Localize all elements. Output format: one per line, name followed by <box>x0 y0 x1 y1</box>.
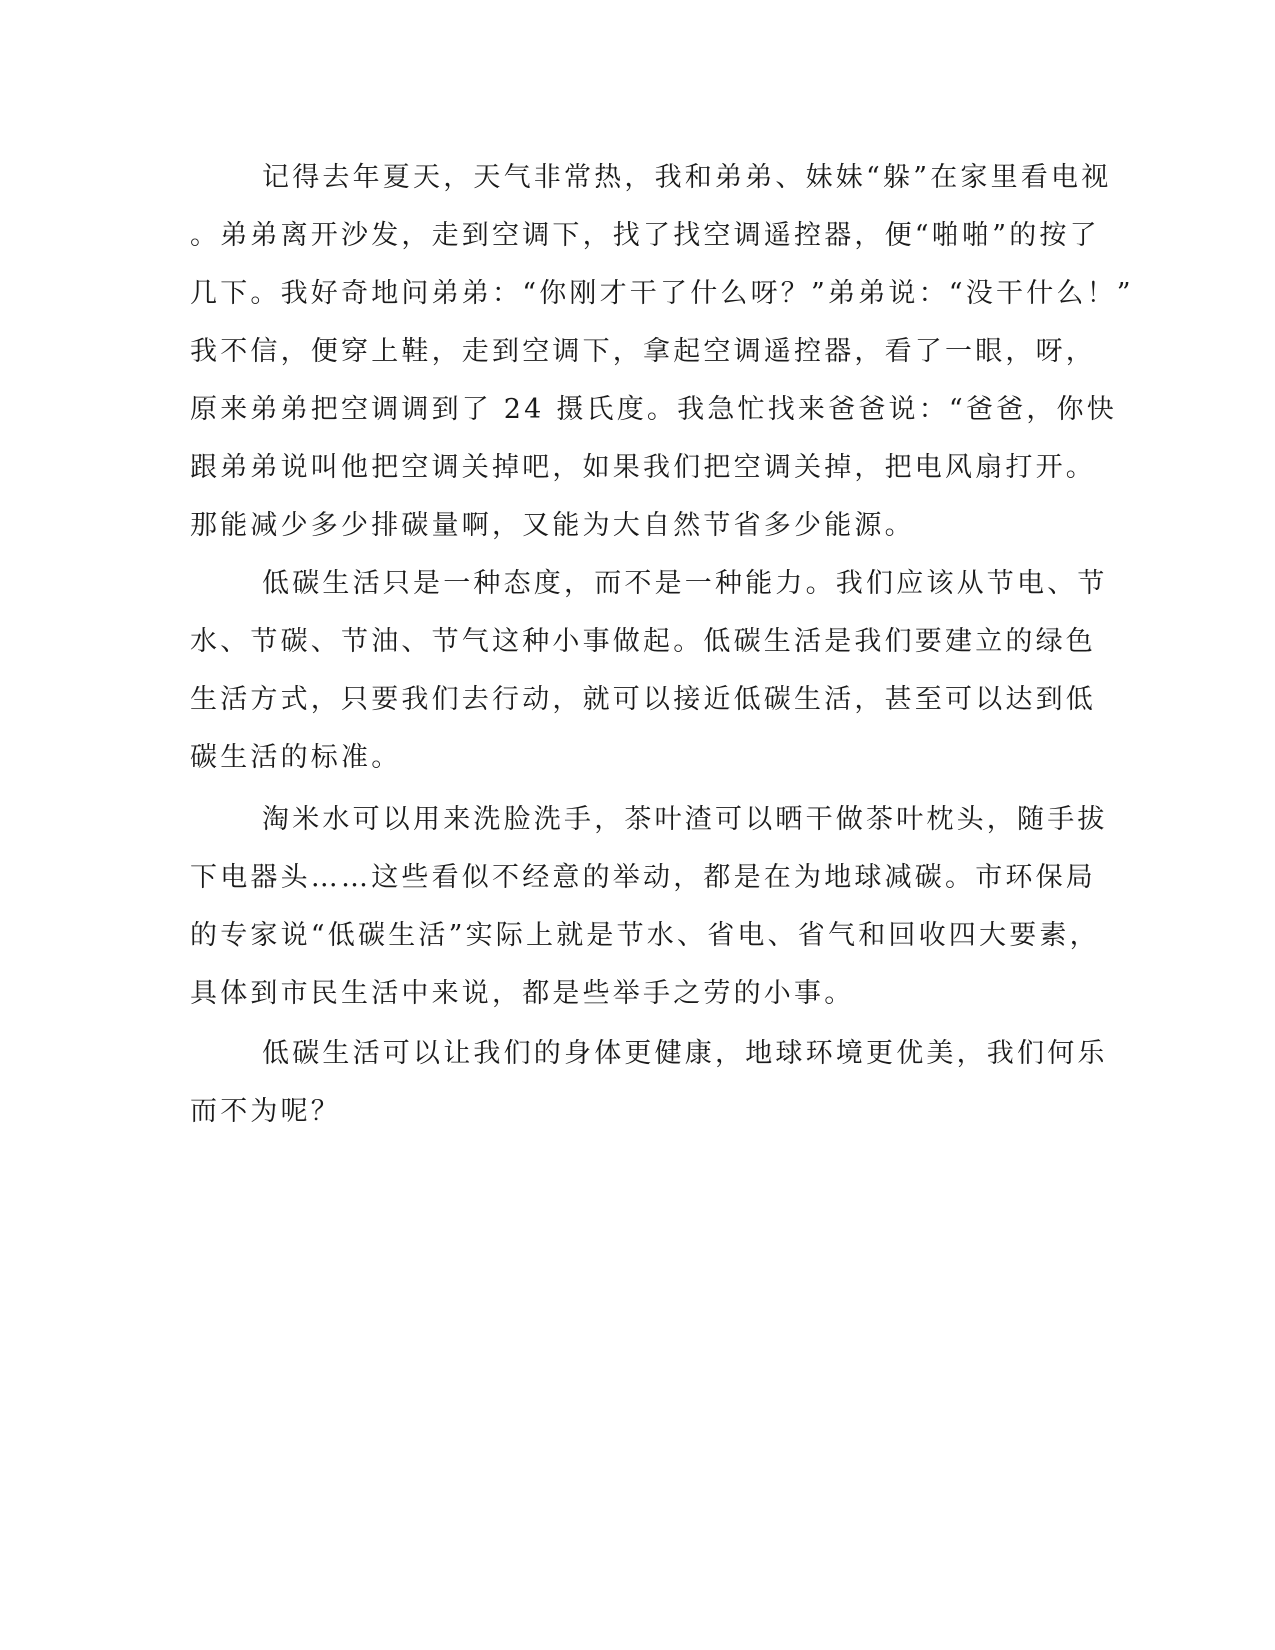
paragraph-2-line-1: 低碳生活只是一种态度，而不是一种能力。我们应该从节电、节 <box>262 568 1108 599</box>
paragraph-3-line-3: 的专家说“低碳生活”实际上就是节水、省电、省气和回收四大要素， <box>190 920 1100 951</box>
paragraph-4-line-1: 低碳生活可以让我们的身体更健康，地球环境更优美，我们何乐 <box>262 1038 1108 1069</box>
paragraph-2-line-3: 生活方式，只要我们去行动，就可以接近低碳生活，甚至可以达到低 <box>190 684 1096 715</box>
paragraph-1-line-7: 那能减少多少排碳量啊，又能为大自然节省多少能源。 <box>190 510 915 541</box>
paragraph-3-line-2: 下电器头……这些看似不经意的举动，都是在为地球减碳。市环保局 <box>190 862 1096 893</box>
paragraph-1-line-2: 。弟弟离开沙发，走到空调下，找了找空调遥控器，便“啪啪”的按了 <box>190 220 1100 251</box>
paragraph-1-line-3: 几下。我好奇地问弟弟：“你刚才干了什么呀？”弟弟说：“没干什么！” <box>190 278 1134 309</box>
paragraph-1-line-5: 原来弟弟把空调调到了 24 摄氏度。我急忙找来爸爸说：“爸爸，你快 <box>190 394 1117 425</box>
paragraph-3-line-4: 具体到市民生活中来说，都是些举手之劳的小事。 <box>190 978 855 1009</box>
paragraph-1-line-1: 记得去年夏天，天气非常热，我和弟弟、妹妹“躲”在家里看电视 <box>262 162 1112 193</box>
paragraph-3-line-1: 淘米水可以用来洗脸洗手，茶叶渣可以晒干做茶叶枕头，随手拔 <box>262 804 1108 835</box>
paragraph-1-line-6: 跟弟弟说叫他把空调关掉吧，如果我们把空调关掉，把电风扇打开。 <box>190 452 1096 483</box>
paragraph-2-line-4: 碳生活的标准。 <box>190 742 402 773</box>
paragraph-4-line-2: 而不为呢？ <box>190 1096 341 1127</box>
paragraph-2-line-2: 水、节碳、节油、节气这种小事做起。低碳生活是我们要建立的绿色 <box>190 626 1096 657</box>
paragraph-1-line-4: 我不信，便穿上鞋，走到空调下，拿起空调遥控器，看了一眼，呀， <box>190 336 1096 367</box>
